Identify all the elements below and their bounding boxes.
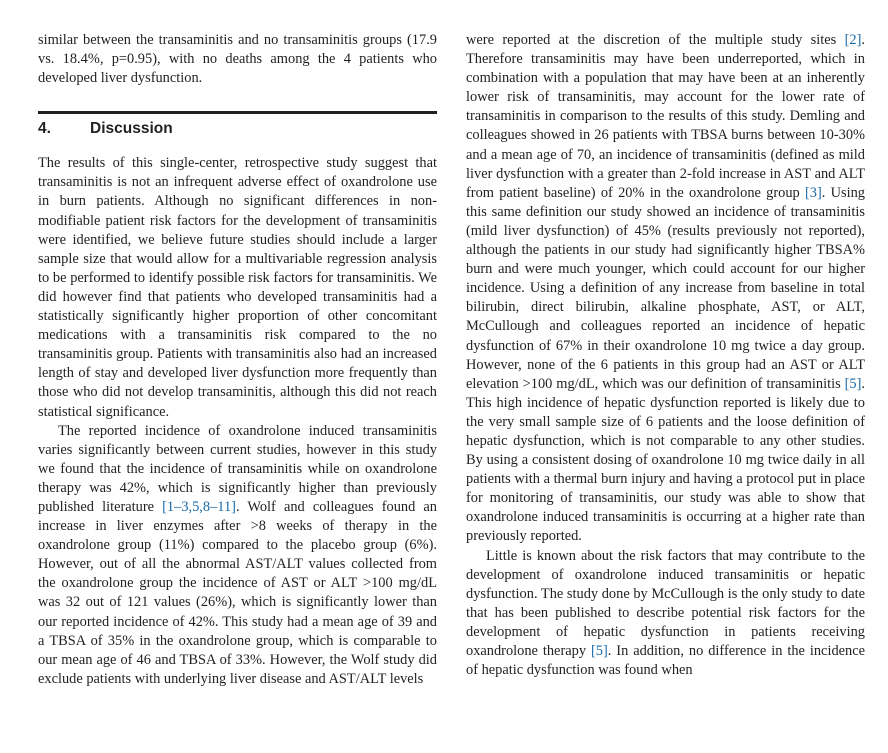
paragraph-text: were reported at the discretion of the multiple study sites — [466, 32, 845, 48]
paragraph-text: . In addition, no difference in the incidence of hepatic dysfunction was found when — [466, 643, 865, 679]
section-title: Discussion — [90, 120, 173, 138]
paragraph-text: Little is known about the risk factors that may contribute to the development of oxandrolone induced transaminitis or hepatic dysfunction. The study done by McCullough is the only study to date that has been published to describe potential risk factors for the development of hepatic dysfunction in patients receiving oxandrolone therapy — [466, 547, 865, 659]
paragraph-text: . Using this same definition our study showed an incidence of transaminitis (mild liver dysfunction) of 45% (results previously not reported), although the patients in our study had significantly higher TBSA% burn and were much younger, which could account for our higher incidence. Using a definition of any increase from baseline in total bilirubin, direct bilirubin, alkaline phosphate, AST, or ALT, McCullough and colleagues reported an incidence of hepatic dysfunction of 67% in their oxandrolone 10 mg twice a day group. However, none of the 6 patients in this group had an AST or ALT elevation >100 mg/dL, which was our definition of transaminitis — [466, 184, 865, 392]
results-paragraph-end: similar between the transaminitis and no transaminitis groups (17.9 vs. 18.4%, p=0.95), with no deaths among the 4 patients who developed liver dysfunction. — [38, 32, 437, 87]
section-heading — [38, 111, 437, 139]
section-number: 4. — [38, 120, 51, 138]
citation-link[interactable]: [3] — [804, 184, 822, 201]
discussion-paragraph-2 — [38, 422, 437, 689]
citation-link[interactable]: [5] — [590, 643, 608, 659]
right-column — [466, 31, 865, 680]
paragraph-text: . Wolf and colleagues found an increase in liver enzymes after >8 weeks of therapy in the oxandrolone group (11%) compared to the placebo group (6%). However, out of all the abnormal AST/ALT values collected from the oxandrolone group the incidence of AST or ALT >100 mg/dL was 32 out of 121 values (26%), which is significantly lower than our reported incidence of 42%. This study had a mean age of 39 and a TBSA of 35% in the oxandrolone group, which is comparable to our mean age of 46 and TBSA of 33%. However, the Wolf study did exclude patients with underlying liver disease and AST/ALT levels — [38, 498, 437, 687]
paragraph-text: . Therefore transaminitis may have been underreported, which in combination with a population that may have been at an inherently lower risk of transaminitis, may account for the lower rate of transaminitis in comparison to the results of this study. Demling and colleagues showed in 26 patients with TBSA burns between 10-30% and a mean age of 70, an incidence of transaminitis (defined as mild liver dysfunction with a greater than 2-fold increase in AST and ALT from patient baseline) of 20% in the oxandrolone group — [466, 32, 865, 201]
citation-link[interactable]: [5] — [844, 375, 862, 392]
discussion-paragraph-3 — [466, 31, 865, 547]
paragraph-text: The reported incidence of oxandrolone induced transaminitis varies significantly between current studies, however in this study we found that the incidence of transaminitis while on oxandrolone therapy was 42%, which is significantly higher than previously published literature — [38, 422, 437, 515]
citation-link[interactable]: [2] — [844, 32, 862, 48]
citation-link[interactable]: [1–3,5,8–11] — [162, 498, 236, 515]
discussion-paragraph-1: The results of this single-center, retrospective study suggest that transaminitis is not an infrequent adverse effect of oxandrolone use in burn patients. Although no significant differences in non-modifiable patient risk factors for the development of transaminitis were identified, we believe future studies should include a larger sample size that would allow for a multivariable regression analysis to be performed to identify possible risk factors for transaminitis. We did however find that patients who developed transaminitis had a statistically significantly higher proportion of other concomitant medications with a transaminitis risk compared to the no transaminitis group. Patients with transaminitis also had an increased length of stay and developed liver dysfunction more frequently than those who did not develop transaminitis, although this did not reach statistical significance. — [38, 155, 437, 420]
discussion-paragraph-4 — [466, 547, 865, 681]
paragraph-text: . This high incidence of hepatic dysfunction reported is likely due to the very small sample size of 6 patients and the loose definition of hepatic dysfunction, which is not comparable to any other studies. By using a consistent dosing of oxandrolone 10 mg twice daily in all patients with a thermal burn injury and having a protocol put in place for monitoring of transaminitis, our study was able to show that oxandrolone induced transaminitis is occurring at a higher rate than previously reported. — [466, 375, 865, 545]
left-column — [38, 31, 437, 689]
